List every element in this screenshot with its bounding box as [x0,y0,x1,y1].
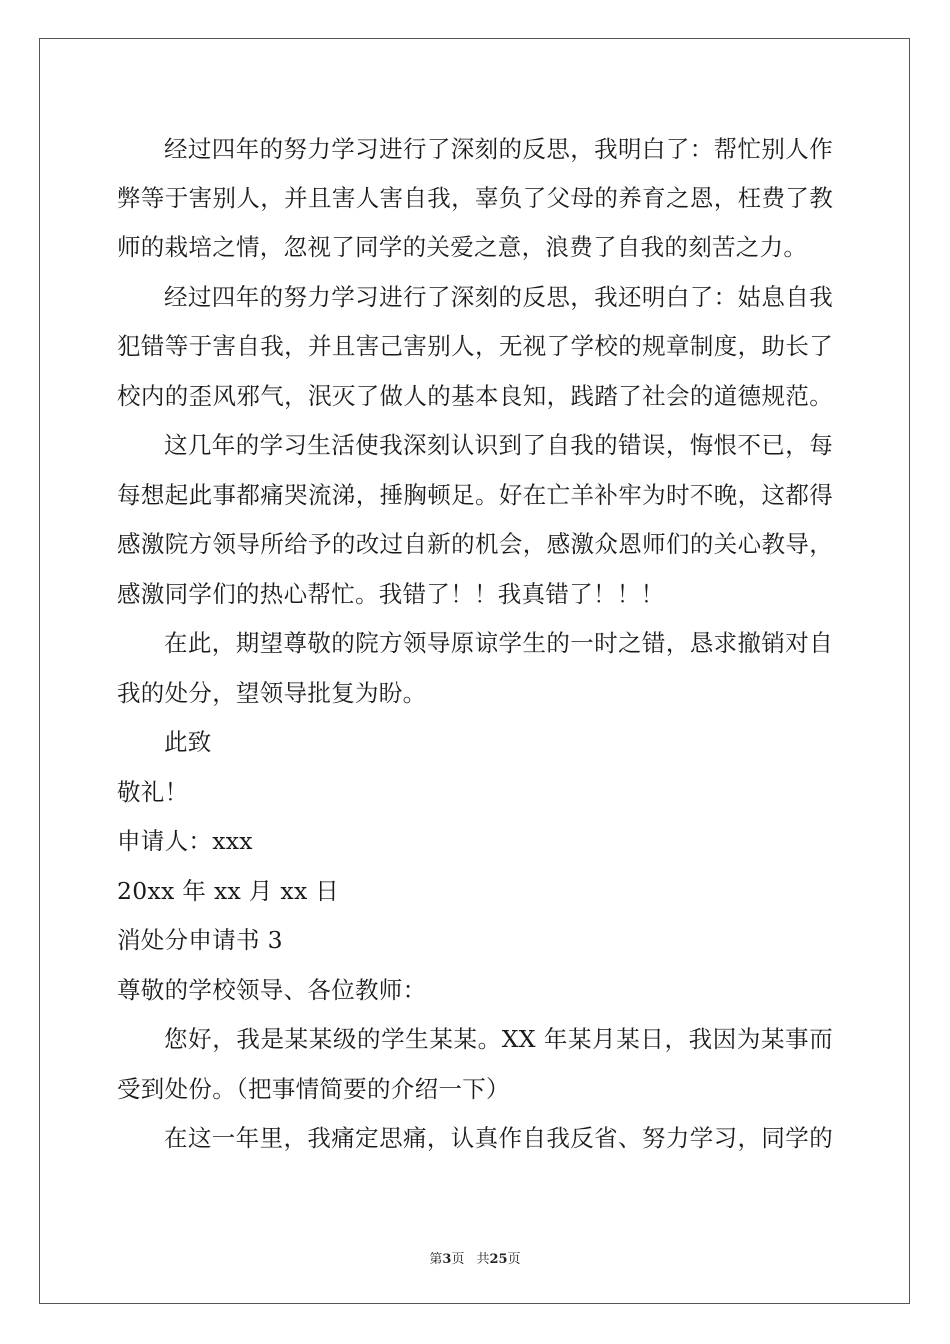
date-line: 20xx 年 xx 月 xx 日 [117,877,340,905]
total-unit: 页 [507,1252,521,1267]
paragraph-line: 受到处份。（把事情简要的介绍一下） [117,1075,510,1103]
total-pages: 25 [489,1252,508,1267]
paragraph-line: 师的栽培之情，忽视了同学的关爱之意，浪费了自我的刻苦之力。 [117,233,808,261]
paragraph-line: 在这一年里，我痛定思痛，认真作自我反省、努力学习，同学的 [164,1124,833,1152]
closing-line: 此致 [164,728,212,756]
paragraph-line: 经过四年的努力学习进行了深刻的反思，我还明白了：姑息自我 [164,283,833,311]
paragraph-line: 校内的歪风邪气，泯灭了做人的基本良知，践踏了社会的道德规范。 [117,382,833,410]
page-prefix: 第 [429,1252,443,1267]
paragraph-line: 感激院方领导所给予的改过自新的机会，感激众恩师们的关心教导， [117,530,833,558]
paragraph-line: 这几年的学习生活使我深刻认识到了自我的错误，悔恨不已，每 [164,431,833,459]
paragraph-line: 在此，期望尊敬的院方领导原谅学生的一时之错，恳求撤销对自 [164,629,833,657]
paragraph-line: 经过四年的努力学习进行了深刻的反思，我明白了：帮忙别人作 [164,135,833,163]
paragraph-line: 犯错等于害自我，并且害己害别人，无视了学校的规章制度，助长了 [117,332,833,360]
paragraph-line: 弊等于害别人，并且害人害自我，辜负了父母的养育之恩，枉费了教 [117,184,833,212]
total-prefix: 共 [476,1252,490,1267]
page-footer [0,1248,950,1267]
greeting-line: 尊敬的学校领导、各位教师： [117,976,427,1004]
paragraph-line: 感激同学们的热心帮忙。我错了！！我真错了！！！ [117,580,665,608]
page-number: 3 [442,1252,452,1267]
paragraph-line: 我的处分，望领导批复为盼。 [117,679,427,707]
salutation-line: 敬礼！ [117,778,189,806]
paragraph-line: 每想起此事都痛哭流涕，捶胸顿足。好在亡羊补牢为时不晚，这都得 [117,481,833,509]
paragraph-line: 您好，我是某某级的学生某某。XX 年某月某日，我因为某事而 [164,1025,833,1053]
applicant-line: 申请人：xxx [117,827,253,855]
section-title: 消处分申请书 3 [117,926,283,954]
page-unit: 页 [451,1252,465,1267]
